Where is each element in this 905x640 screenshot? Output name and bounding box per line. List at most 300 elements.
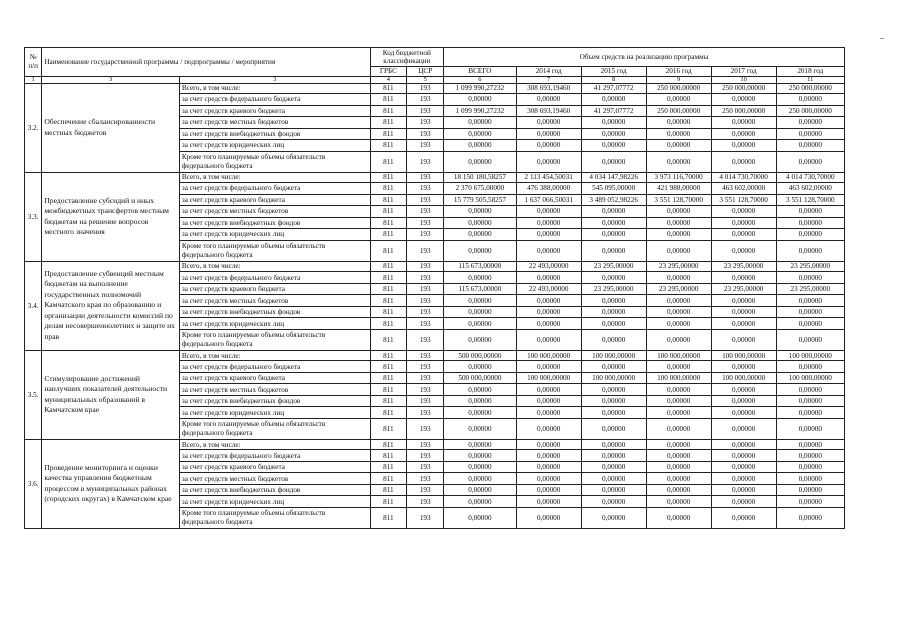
column-number: 6 [444,76,517,83]
amount-year: 0,00000 [776,306,844,318]
amount-year: 0,00000 [776,94,844,106]
amount-year: 0,00000 [776,407,844,419]
amount-year: 100 000,00000 [711,372,776,384]
amount-year: 0,00000 [516,151,581,172]
amount-year: 4 014 730,70000 [711,172,776,183]
amount-year: 0,00000 [516,450,581,462]
amount-year: 0,00000 [711,117,776,129]
amount-year: 463 602,00000 [776,183,844,195]
amount-year: 0,00000 [581,206,646,218]
grbs-code: 811 [370,240,407,261]
section-name: Предоставление субсидий и иных межбюджетных трансфертов местным бюджетам на решение вопросов местного значения [42,172,180,261]
amount-year: 23 295,00000 [581,283,646,295]
amount-total: 115 673,00000 [444,283,517,295]
amount-year: 0,00000 [711,461,776,473]
amount-total: 0,00000 [444,151,517,172]
header-csr: ЦСР [407,67,444,77]
csr-code: 193 [407,240,444,261]
table-row [25,172,845,183]
amount-year: 0,00000 [776,507,844,528]
amount-year: 0,00000 [776,140,844,152]
amount-total: 0,00000 [444,318,517,330]
amount-year: 308 693,19460 [516,105,581,117]
amount-year: 0,00000 [776,361,844,373]
amount-year: 0,00000 [581,507,646,528]
amount-total: 0,00000 [444,306,517,318]
csr-code: 193 [407,439,444,450]
amount-year: 0,00000 [711,229,776,241]
column-number: 7 [516,76,581,83]
amount-year: 0,00000 [776,151,844,172]
csr-code: 193 [407,105,444,117]
column-number: 3 [42,76,180,83]
amount-year: 0,00000 [646,151,711,172]
amount-year: 0,00000 [776,418,844,439]
section-name: Стимулирование достижений наилучших показателей деятельности муниципальных образований в Камчатском крае [42,350,180,439]
csr-code: 193 [407,450,444,462]
column-number: 9 [646,76,711,83]
amount-year: 0,00000 [646,496,711,508]
amount-total: 15 779 505,58257 [444,194,517,206]
amount-year: 0,00000 [776,329,844,350]
amount-year: 0,00000 [516,496,581,508]
amount-year: 0,00000 [646,229,711,241]
row-description: Кроме того планируемые объемы обязательств федерального бюджета [179,240,370,261]
amount-total: 0,00000 [444,473,517,485]
amount-year: 0,00000 [711,272,776,284]
amount-year: 0,00000 [646,94,711,106]
amount-year: 23 295,00000 [646,261,711,272]
grbs-code: 811 [370,439,407,450]
amount-year: 545 095,00000 [581,183,646,195]
row-description: за счет средств юридических лиц [179,318,370,330]
csr-code: 193 [407,461,444,473]
row-description: за счет средств внебюджетных фондов [179,395,370,407]
grbs-code: 811 [370,229,407,241]
amount-year: 250 000,00000 [646,105,711,117]
grbs-code: 811 [370,372,407,384]
amount-year: 250 000,00000 [776,83,844,94]
grbs-code: 811 [370,283,407,295]
amount-year: 0,00000 [646,507,711,528]
amount-year: 0,00000 [711,473,776,485]
amount-year: 0,00000 [581,439,646,450]
csr-code: 193 [407,318,444,330]
amount-year: 0,00000 [516,217,581,229]
row-description: за счет средств федерального бюджета [179,94,370,106]
table-row [25,261,845,272]
amount-total: 0,00000 [444,217,517,229]
amount-year: 0,00000 [711,418,776,439]
grbs-code: 811 [370,507,407,528]
grbs-code: 811 [370,172,407,183]
amount-year: 100 000,00000 [776,350,844,361]
amount-year: 0,00000 [516,295,581,307]
amount-year: 2 113 454,50031 [516,172,581,183]
amount-year: 23 295,00000 [776,261,844,272]
amount-year: 0,00000 [646,484,711,496]
amount-year: 0,00000 [516,318,581,330]
amount-year: 0,00000 [516,395,581,407]
amount-year: 100 000,00000 [581,372,646,384]
row-description: Всего, в том числе: [179,439,370,450]
row-description: за счет средств федерального бюджета [179,361,370,373]
header-year: 2014 год [516,67,581,77]
row-description: Кроме того планируемые объемы обязательств федерального бюджета [179,507,370,528]
amount-total: 0,00000 [444,484,517,496]
grbs-code: 811 [370,484,407,496]
amount-total: 500 000,00000 [444,372,517,384]
section-number: 3.6. [25,439,42,528]
amount-year: 0,00000 [581,395,646,407]
row-description: Кроме того планируемые объемы обязательств федерального бюджета [179,151,370,172]
amount-total: 1 099 990,27232 [444,83,517,94]
amount-year: 100 000,00000 [516,350,581,361]
amount-year: 0,00000 [776,117,844,129]
csr-code: 193 [407,261,444,272]
amount-year: 0,00000 [776,461,844,473]
grbs-code: 811 [370,407,407,419]
csr-code: 193 [407,206,444,218]
grbs-code: 811 [370,418,407,439]
amount-year: 0,00000 [516,128,581,140]
amount-total: 0,00000 [444,272,517,284]
amount-year: 0,00000 [516,361,581,373]
amount-year: 0,00000 [646,407,711,419]
header-year: 2018 год [776,67,844,77]
amount-year: 0,00000 [646,128,711,140]
amount-year: 0,00000 [711,217,776,229]
amount-year: 0,00000 [646,473,711,485]
row-description: Всего, в том числе: [179,261,370,272]
amount-year: 0,00000 [581,496,646,508]
amount-year: 0,00000 [581,473,646,485]
amount-total: 0,00000 [444,418,517,439]
amount-year: 0,00000 [581,229,646,241]
amount-year: 0,00000 [581,272,646,284]
csr-code: 193 [407,295,444,307]
amount-year: 23 295,00000 [646,283,711,295]
grbs-code: 811 [370,217,407,229]
row-description: за счет средств местных бюджетов [179,384,370,396]
amount-total: 1 099 990,27232 [444,105,517,117]
grbs-code: 811 [370,272,407,284]
header-num: № п/п [25,48,42,77]
csr-code: 193 [407,306,444,318]
amount-year: 0,00000 [711,496,776,508]
amount-year: 0,00000 [581,306,646,318]
budget-table-sheet [24,47,845,529]
csr-code: 193 [407,172,444,183]
amount-year: 0,00000 [516,407,581,419]
amount-total: 0,00000 [444,295,517,307]
row-description: за счет средств федерального бюджета [179,183,370,195]
amount-year: 0,00000 [711,206,776,218]
table-row [25,350,845,361]
amount-total: 0,00000 [444,407,517,419]
section-name: Обеспечение сбалансированности местных бюджетов [42,83,180,172]
amount-year: 3 489 052,98226 [581,194,646,206]
amount-year: 0,00000 [516,473,581,485]
amount-year: 0,00000 [646,439,711,450]
amount-year: 0,00000 [516,439,581,450]
amount-year: 23 295,00000 [776,283,844,295]
amount-year: 0,00000 [776,496,844,508]
amount-year: 0,00000 [711,140,776,152]
amount-year: 0,00000 [516,306,581,318]
amount-year: 3 551 128,70000 [776,194,844,206]
column-number: 4 [370,76,407,83]
amount-total: 0,00000 [444,384,517,396]
amount-year: 0,00000 [776,217,844,229]
amount-year: 308 693,19460 [516,83,581,94]
row-description: за счет средств внебюджетных фондов [179,306,370,318]
amount-year: 100 000,00000 [646,350,711,361]
amount-year: 0,00000 [581,384,646,396]
amount-year: 0,00000 [711,407,776,419]
amount-year: 0,00000 [776,439,844,450]
grbs-code: 811 [370,105,407,117]
amount-total: 115 673,00000 [444,261,517,272]
table-row [25,439,845,450]
column-number: 3 [179,76,370,83]
csr-code: 193 [407,194,444,206]
csr-code: 193 [407,361,444,373]
amount-total: 18 150 180,58257 [444,172,517,183]
amount-total: 0,00000 [444,450,517,462]
amount-year: 0,00000 [581,484,646,496]
amount-year: 0,00000 [646,418,711,439]
amount-year: 0,00000 [646,117,711,129]
amount-year: 23 295,00000 [711,283,776,295]
csr-code: 193 [407,395,444,407]
amount-year: 0,00000 [776,295,844,307]
section-name: Предоставление субвенций местным бюджетам на выполнение государственных полномочий Камчатского края по образованию и организации деятельности комиссий по делам несовершеннолетних и защите их прав [42,261,180,350]
grbs-code: 811 [370,361,407,373]
amount-year: 100 000,00000 [646,372,711,384]
amount-year: 0,00000 [646,306,711,318]
amount-year: 0,00000 [711,450,776,462]
header-grbs: ГРБС [370,67,407,77]
grbs-code: 811 [370,151,407,172]
header-year: 2016 год [646,67,711,77]
amount-year: 22 493,00000 [516,261,581,272]
header-volume: Объем средств на реализацию программы [444,48,845,67]
amount-year: 250 000,00000 [776,105,844,117]
amount-year: 0,00000 [581,117,646,129]
amount-year: 0,00000 [581,94,646,106]
grbs-code: 811 [370,384,407,396]
header-name: Наименование государственной программы / подпрограммы / мероприятия [42,48,370,77]
amount-year: 0,00000 [711,94,776,106]
amount-year: 0,00000 [581,461,646,473]
amount-year: 4 034 147,98226 [581,172,646,183]
row-description: за счет средств местных бюджетов [179,206,370,218]
column-number: 5 [407,76,444,83]
amount-year: 0,00000 [581,151,646,172]
amount-year: 421 988,00000 [646,183,711,195]
amount-total: 0,00000 [444,439,517,450]
amount-year: 476 388,00000 [516,183,581,195]
amount-total: 2 370 675,00000 [444,183,517,195]
amount-year: 0,00000 [711,318,776,330]
amount-total: 0,00000 [444,461,517,473]
amount-total: 0,00000 [444,128,517,140]
amount-year: 463 602,00000 [711,183,776,195]
section-name: Проведение мониторинга и оценки качества управления бюджетным процессом в муниципальных районах (городских округах) в Камчатском крае [42,439,180,528]
amount-total: 0,00000 [444,329,517,350]
amount-year: 0,00000 [516,484,581,496]
amount-year: 0,00000 [776,473,844,485]
amount-year: 0,00000 [776,229,844,241]
amount-total: 0,00000 [444,140,517,152]
grbs-code: 811 [370,194,407,206]
amount-year: 3 551 128,70000 [711,194,776,206]
column-number: 10 [711,76,776,83]
amount-total: 0,00000 [444,117,517,129]
amount-total: 0,00000 [444,507,517,528]
amount-year: 250 000,00000 [646,83,711,94]
row-description: Всего, в том числе: [179,350,370,361]
amount-year: 0,00000 [776,318,844,330]
amount-year: 0,00000 [581,318,646,330]
amount-year: 0,00000 [516,240,581,261]
table-row [25,83,845,94]
amount-total: 0,00000 [444,395,517,407]
grbs-code: 811 [370,83,407,94]
csr-code: 193 [407,140,444,152]
amount-year: 41 297,07772 [581,83,646,94]
row-description: за счет средств юридических лиц [179,140,370,152]
row-description: за счет средств краевого бюджета [179,461,370,473]
amount-year: 0,00000 [516,229,581,241]
amount-year: 0,00000 [581,295,646,307]
row-description: за счет средств местных бюджетов [179,473,370,485]
amount-year: 0,00000 [516,329,581,350]
amount-year: 0,00000 [711,151,776,172]
column-number: 11 [776,76,844,83]
amount-year: 100 000,00000 [581,350,646,361]
csr-code: 193 [407,128,444,140]
amount-year: 0,00000 [581,418,646,439]
csr-code: 193 [407,473,444,485]
row-description: за счет средств внебюджетных фондов [179,128,370,140]
row-description: за счет средств местных бюджетов [179,295,370,307]
amount-year: 0,00000 [646,450,711,462]
header-year: 2017 год [711,67,776,77]
amount-year: 0,00000 [646,140,711,152]
grbs-code: 811 [370,329,407,350]
grbs-code: 811 [370,117,407,129]
grbs-code: 811 [370,473,407,485]
amount-year: 0,00000 [516,461,581,473]
amount-year: 250 000,00000 [711,83,776,94]
amount-year: 0,00000 [581,407,646,419]
amount-year: 0,00000 [711,484,776,496]
section-number: 3.5. [25,350,42,439]
amount-year: 0,00000 [776,484,844,496]
csr-code: 193 [407,83,444,94]
header-total: ВСЕГО [444,67,517,77]
csr-code: 193 [407,384,444,396]
amount-year: 0,00000 [646,329,711,350]
amount-total: 0,00000 [444,229,517,241]
amount-year: 0,00000 [516,418,581,439]
amount-year: 0,00000 [516,272,581,284]
amount-year: 0,00000 [711,395,776,407]
csr-code: 193 [407,484,444,496]
row-description: за счет средств внебюджетных фондов [179,217,370,229]
amount-total: 0,00000 [444,240,517,261]
amount-total: 0,00000 [444,361,517,373]
amount-year: 0,00000 [776,240,844,261]
csr-code: 193 [407,229,444,241]
row-description: за счет средств местных бюджетов [179,117,370,129]
csr-code: 193 [407,283,444,295]
amount-year: 0,00000 [516,507,581,528]
amount-year: 0,00000 [776,206,844,218]
row-description: за счет средств юридических лиц [179,229,370,241]
row-description: за счет средств юридических лиц [179,496,370,508]
grbs-code: 811 [370,94,407,106]
row-description: за счет средств федерального бюджета [179,272,370,284]
amount-year: 100 000,00000 [516,372,581,384]
csr-code: 193 [407,151,444,172]
amount-year: 0,00000 [516,117,581,129]
csr-code: 193 [407,350,444,361]
grbs-code: 811 [370,183,407,195]
amount-year: 0,00000 [646,318,711,330]
csr-code: 193 [407,272,444,284]
grbs-code: 811 [370,261,407,272]
grbs-code: 811 [370,350,407,361]
amount-year: 0,00000 [581,361,646,373]
header-code: Код бюджетной классификации [370,48,444,67]
amount-year: 0,00000 [646,240,711,261]
amount-year: 0,00000 [776,450,844,462]
amount-year: 0,00000 [646,395,711,407]
amount-year: 0,00000 [646,461,711,473]
row-description: Всего, в том числе: [179,172,370,183]
grbs-code: 811 [370,461,407,473]
amount-year: 0,00000 [646,206,711,218]
grbs-code: 811 [370,450,407,462]
csr-code: 193 [407,117,444,129]
row-description: Кроме того планируемые объемы обязательств федерального бюджета [179,329,370,350]
grbs-code: 811 [370,140,407,152]
amount-year: 250 000,00000 [711,105,776,117]
amount-total: 0,00000 [444,206,517,218]
amount-year: 0,00000 [646,361,711,373]
amount-year: 0,00000 [581,240,646,261]
amount-year: 0,00000 [776,272,844,284]
grbs-code: 811 [370,206,407,218]
csr-code: 193 [407,183,444,195]
amount-year: 0,00000 [776,395,844,407]
amount-year: 0,00000 [711,306,776,318]
amount-year: 0,00000 [711,507,776,528]
grbs-code: 811 [370,128,407,140]
csr-code: 193 [407,329,444,350]
amount-year: 100 000,00000 [711,350,776,361]
csr-code: 193 [407,372,444,384]
grbs-code: 811 [370,306,407,318]
table-body [25,83,845,528]
amount-year: 0,00000 [581,329,646,350]
amount-year: 0,00000 [711,295,776,307]
row-description: за счет средств федерального бюджета [179,450,370,462]
grbs-code: 811 [370,496,407,508]
